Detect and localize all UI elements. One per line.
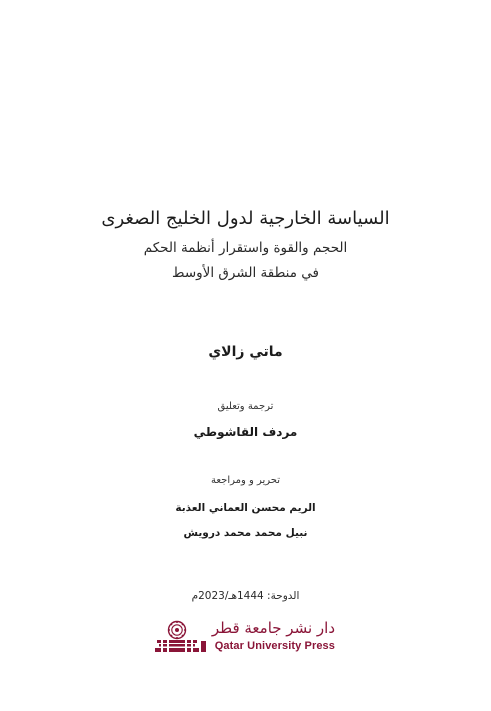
editor-name-1: الريم محسن العماني العذبة (175, 502, 316, 514)
editor-name-2: نبيل محمد محمد درويش (183, 527, 308, 539)
publisher-name-arabic: دار نشر جامعة قطر (211, 619, 335, 637)
publication-place-date: الدوحة: 1444هـ/2023م (191, 590, 300, 602)
publisher-block (155, 617, 335, 659)
translator-name: مردف القاشوطي (193, 425, 298, 439)
translation-label: ترجمة وتعليق (217, 401, 274, 412)
author-name: ماتي زالاي (208, 344, 283, 360)
book-subtitle-line-2: في منطقة الشرق الأوسط (172, 265, 319, 281)
publisher-name-english: Qatar University Press (214, 640, 335, 652)
book-subtitle-line-1: الحجم والقوة واستقرار أنظمة الحكم (143, 240, 348, 256)
book-title: السياسة الخارجية لدول الخليج الصغرى (101, 208, 390, 229)
qu-press-logo-icon (155, 619, 207, 657)
editing-label: تحرير و ومراجعة (210, 475, 281, 486)
